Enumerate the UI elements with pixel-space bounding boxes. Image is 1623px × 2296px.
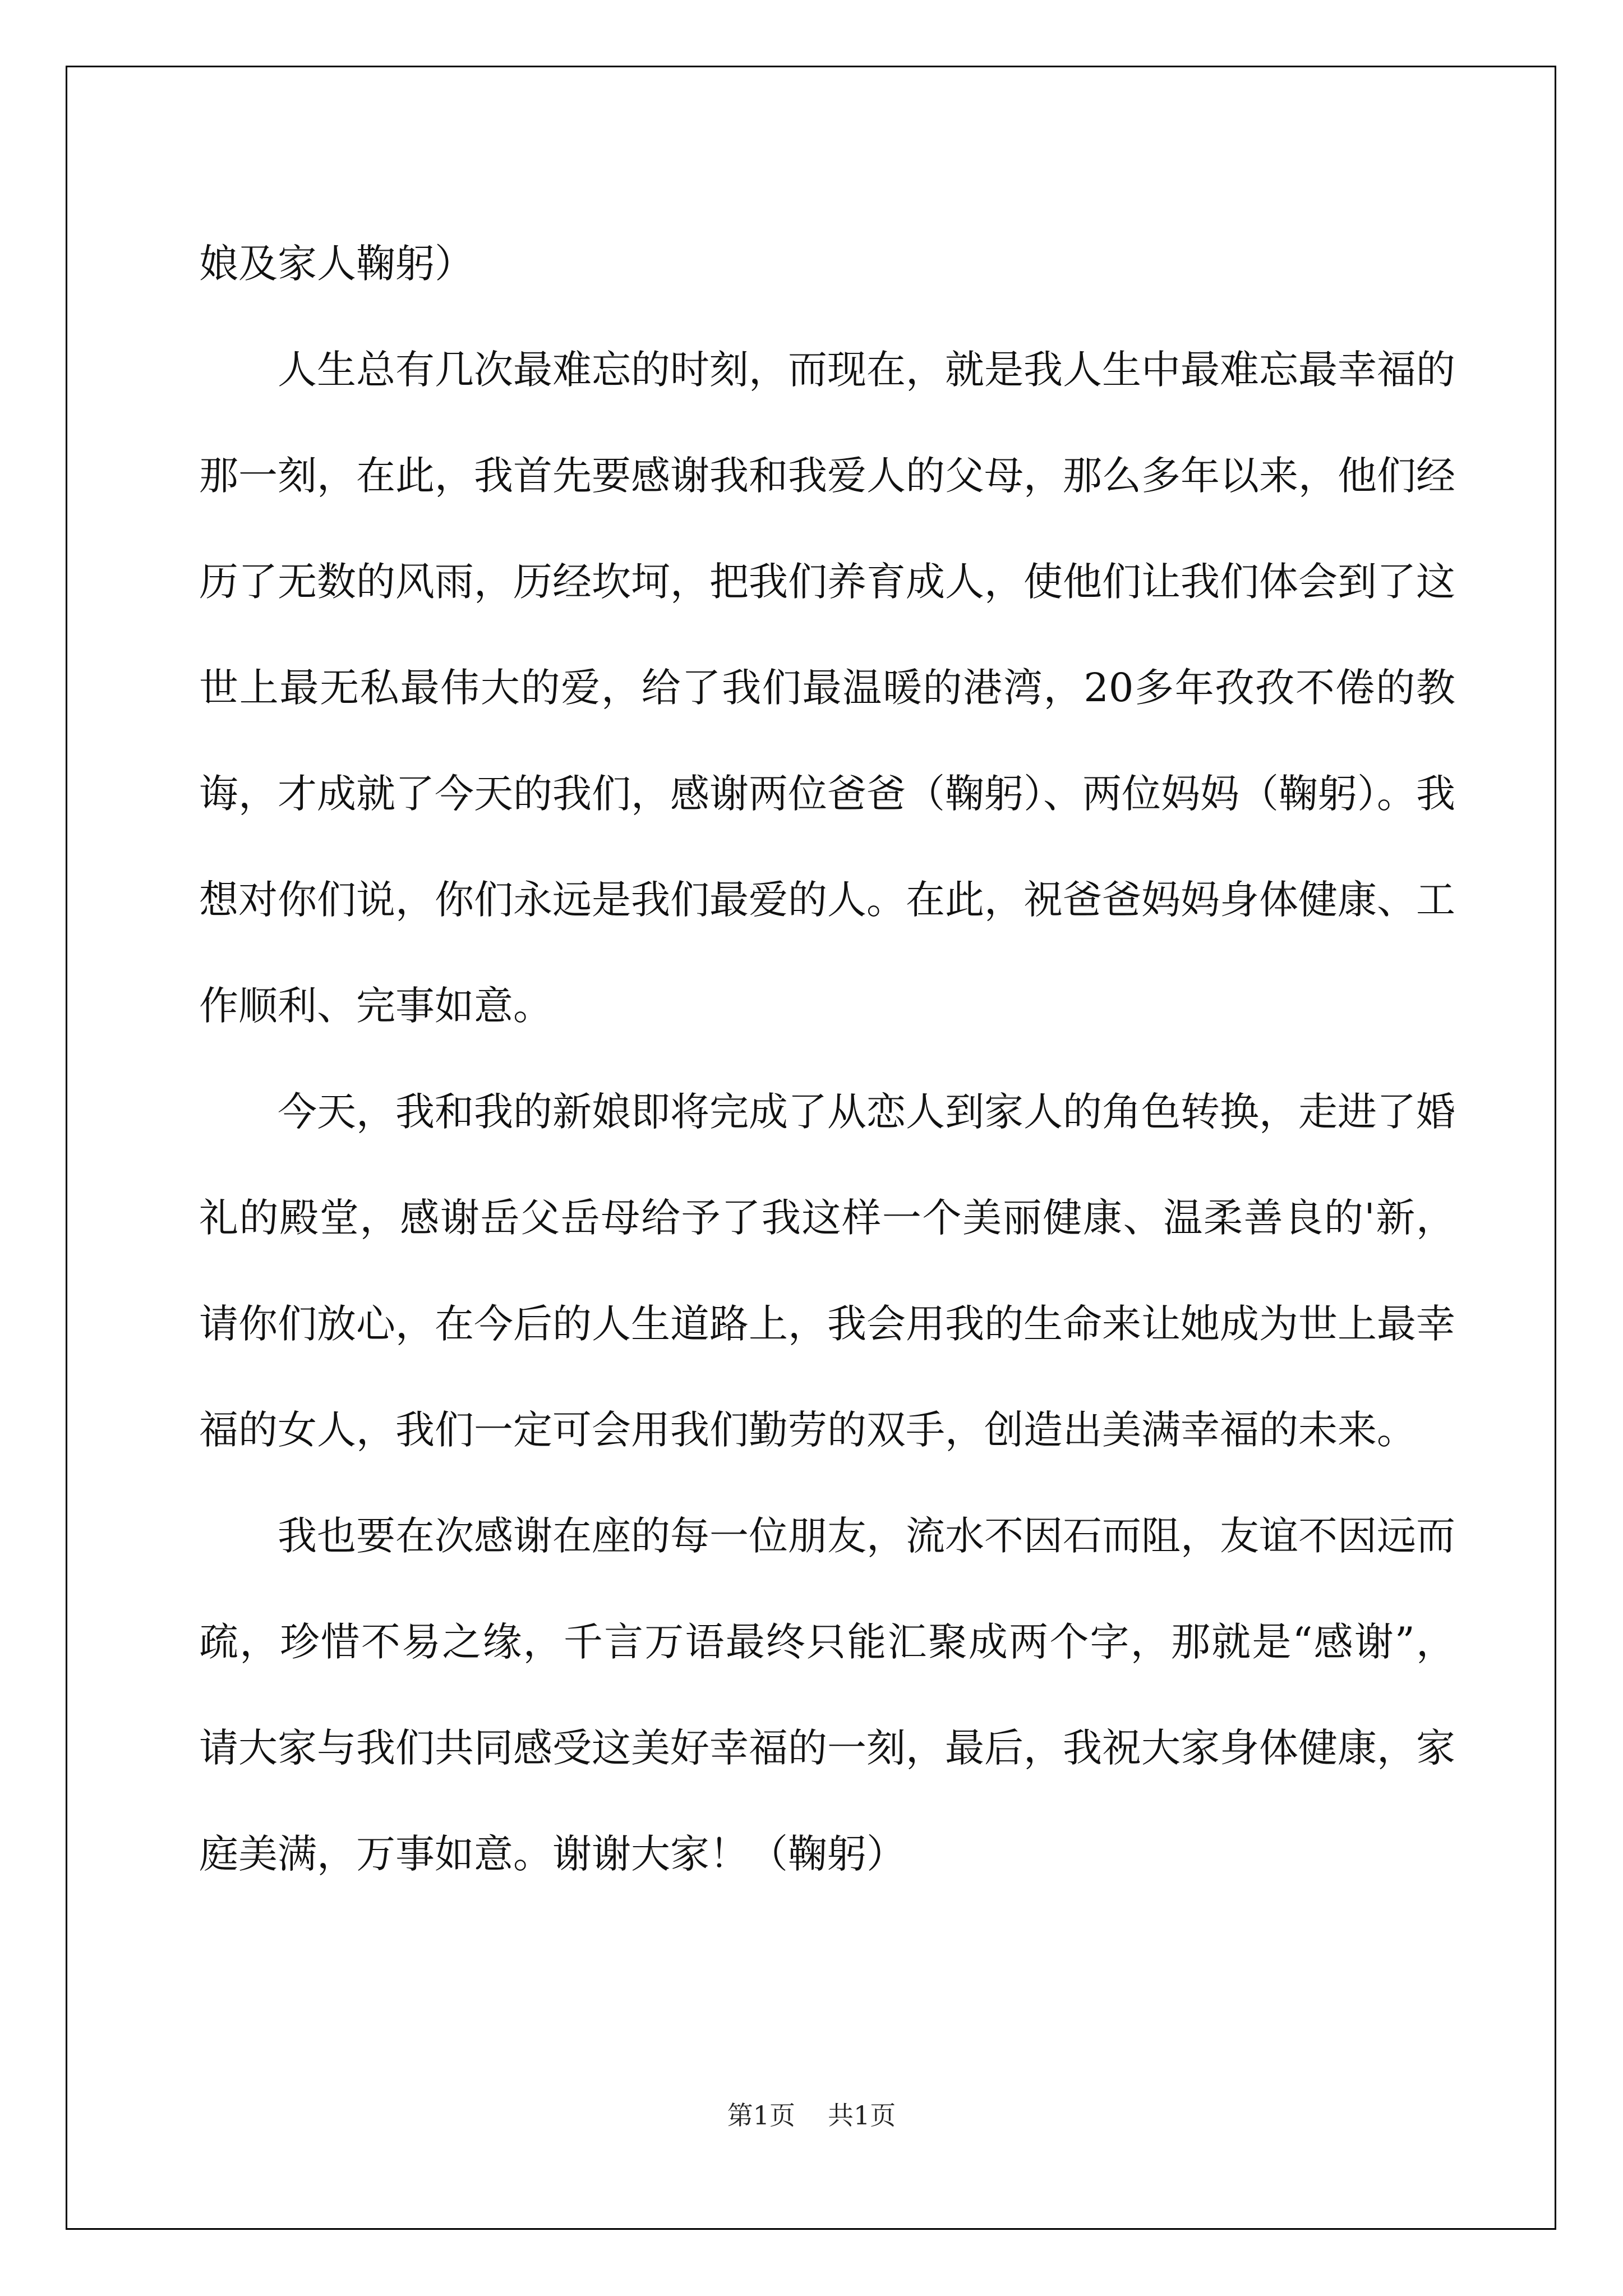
paragraph-1: 娘及家人鞠躬） — [199, 241, 474, 287]
paragraph-3: 今天，我和我的新娘即将完成了从恋人到家人的角色转换，走进了婚礼的殿堂，感谢岳父岳母给予了我这样一个美丽健康、温柔善良的'新，请你们放心，在今后的人生道路上，我会用我的生命来让她成为世上最幸福的女人，我们一定可会用我们勤劳的双手，创造出美满幸福的未来。 — [199, 1089, 1455, 1453]
page-number-total: 共1页 — [828, 2100, 896, 2131]
document-body — [199, 211, 1455, 1907]
paragraph-4: 我也要在次感谢在座的每一位朋友，流水不因石而阻，友谊不因远而疏，珍惜不易之缘，千言万语最终只能汇聚成两个字，那就是“感谢”，请大家与我们共同感受这美好幸福的一刻，最后，我祝大家身体健康，家庭美满，万事如意。谢谢大家！（鞠躬） — [199, 1513, 1455, 1877]
paragraph-2: 人生总有几次最难忘的时刻，而现在，就是我人生中最难忘最幸福的那一刻，在此，我首先要感谢我和我爱人的父母，那么多年以来，他们经历了无数的风雨，历经坎坷，把我们养育成人，使他们让我们体会到了这世上最无私最伟大的爱，给了我们最温暖的港湾，20多年孜孜不倦的教诲，才成就了今天的我们，感谢两位爸爸（鞠躬）、两位妈妈（鞠躬）。我想对你们说，你们永远是我们最爱的人。在此，祝爸爸妈妈身体健康、工作顺利、完事如意。 — [199, 347, 1455, 1029]
page-number-current: 第1页 — [727, 2100, 795, 2131]
page-footer — [0, 2095, 1623, 2132]
